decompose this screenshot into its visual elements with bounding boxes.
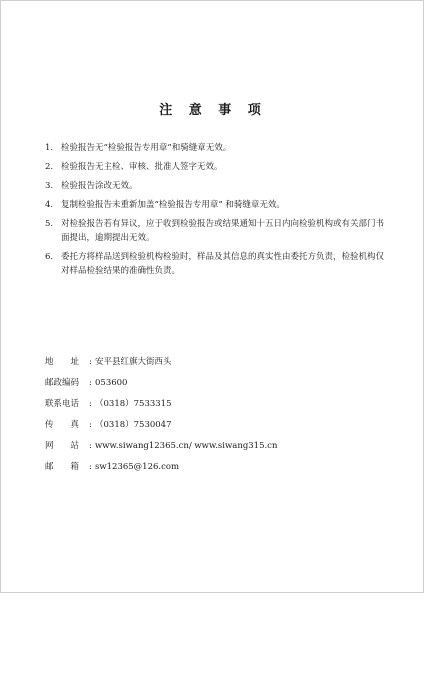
note-text: 检验报告涂改无效。 (61, 181, 138, 191)
contact-label: 传 真 (45, 420, 80, 430)
contact-label: 联系电话 (45, 399, 80, 409)
note-text: 检验报告无“检验报告专用章”和骑缝章无效。 (61, 143, 232, 153)
note-item (45, 198, 385, 212)
contact-email (45, 461, 385, 473)
contact-value: www.siwang12365.cn/ www.siwang315.cn (95, 441, 278, 451)
contact-value: （0318）7530047 (95, 420, 172, 430)
note-text: 对检验报告若有异议，应于收到检验报告或结果通知十五日内向检验机构或有关部门书面提出，逾期提出无效。 (61, 219, 385, 243)
contact-label: 邮政编码 (45, 378, 80, 388)
note-item (45, 160, 385, 174)
contact-value: 安平县红旗大街西头 (95, 357, 172, 367)
note-item (45, 179, 385, 193)
note-number: 5. (45, 219, 54, 229)
note-item (45, 250, 385, 278)
note-item (45, 141, 385, 155)
contact-separator: : (89, 420, 92, 430)
contact-label: 地 址 (45, 357, 80, 367)
note-number: 4. (45, 200, 54, 210)
page-title: 注 意 事 项 (159, 103, 267, 118)
note-number: 3. (45, 181, 54, 191)
contact-separator: : (89, 441, 92, 451)
contact-value: （0318）7533315 (95, 399, 172, 409)
contact-value: sw12365@126.com (95, 462, 180, 472)
contact-postcode (45, 377, 385, 389)
notes-list (45, 141, 385, 283)
contact-address (45, 356, 385, 368)
contact-label: 网 站 (45, 441, 80, 451)
contact-separator: : (89, 378, 92, 388)
blank-area (0, 593, 424, 700)
note-text: 委托方将样品送到检验机构检验时，样品及其信息的真实性由委托方负责，检验机构仅对样品检验结果的准确性负责。 (61, 252, 385, 276)
note-item (45, 217, 385, 245)
contact-phone (45, 398, 385, 410)
contact-info (45, 356, 385, 482)
contact-fax (45, 419, 385, 431)
contact-value: 053600 (95, 378, 128, 388)
note-number: 1. (45, 143, 54, 153)
contact-separator: : (89, 399, 92, 409)
note-number: 2. (45, 162, 54, 172)
note-text: 复制检验报告未重新加盖“检验报告专用章” 和骑缝章无效。 (61, 200, 285, 210)
contact-separator: : (89, 462, 92, 472)
note-text: 检验报告无主检、审核、批准人签字无效。 (61, 162, 223, 172)
contact-separator: : (89, 357, 92, 367)
contact-label: 邮 箱 (45, 462, 80, 472)
note-number: 6. (45, 252, 54, 262)
contact-website (45, 440, 385, 452)
